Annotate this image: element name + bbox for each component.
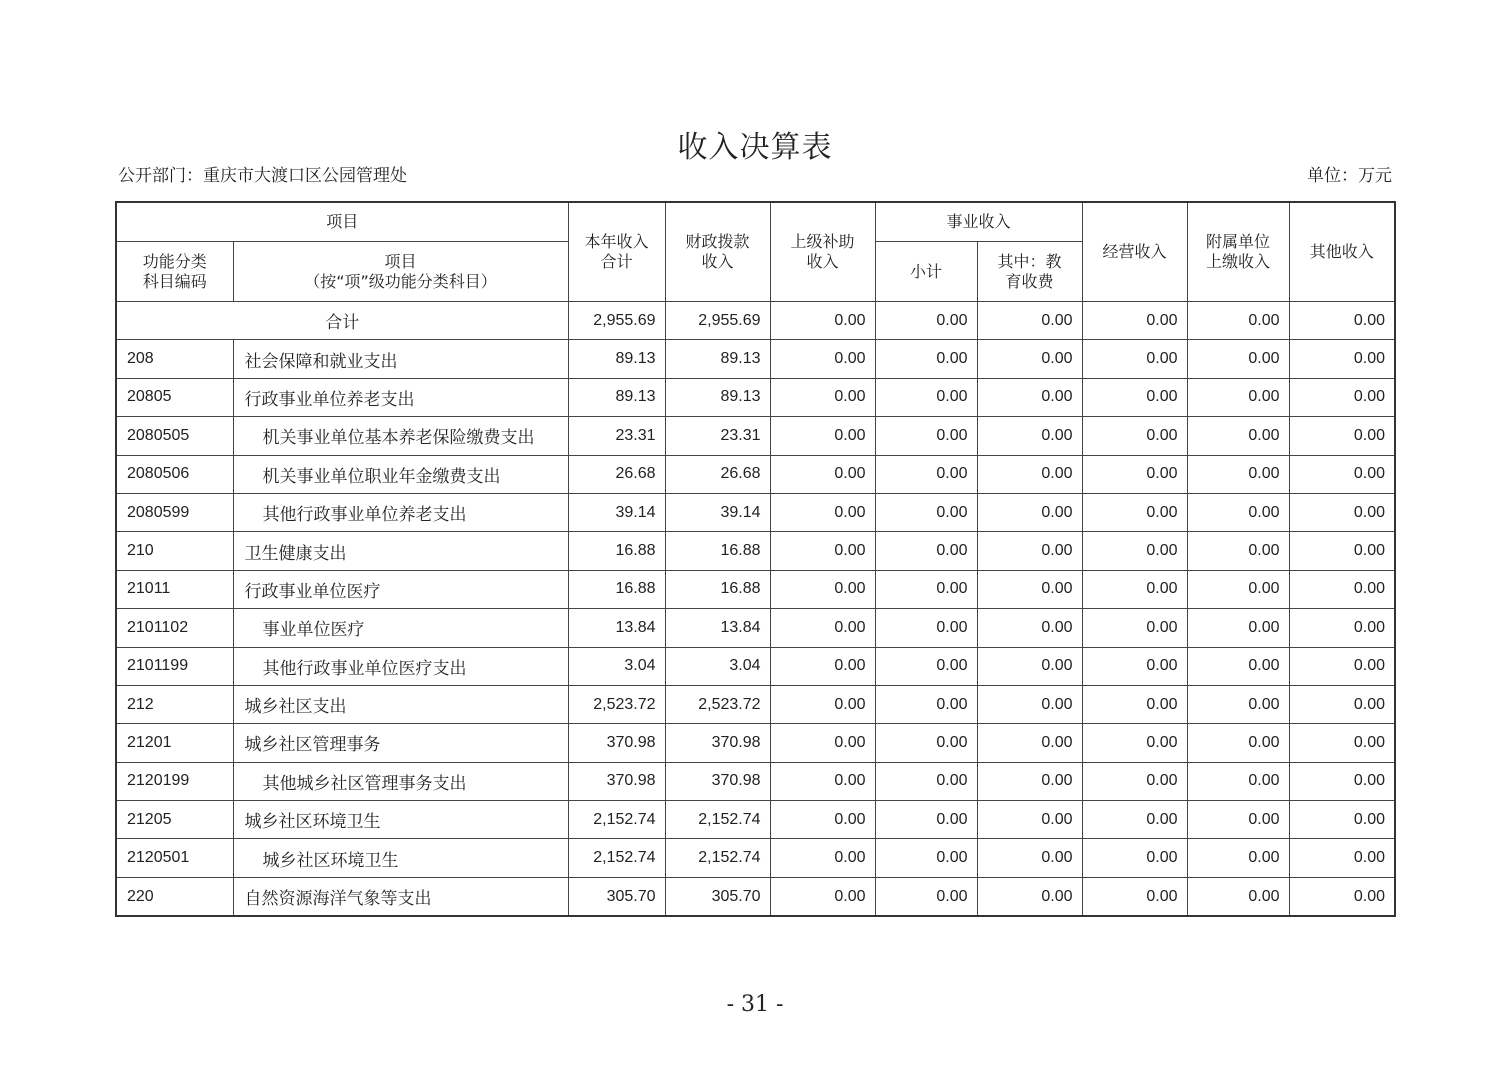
amount-cell: 0.00 — [1082, 532, 1187, 570]
amount-cell: 0.00 — [770, 532, 875, 570]
amount-cell: 0.00 — [875, 340, 977, 378]
amount-cell: 0.00 — [1289, 378, 1395, 416]
amount-cell: 0.00 — [1289, 570, 1395, 608]
table-row — [116, 532, 1395, 570]
unit-label: 单位：万元 — [1307, 166, 1392, 186]
amount-cell: 0.00 — [875, 532, 977, 570]
amount-cell: 0.00 — [1187, 570, 1289, 608]
amount-cell: 0.00 — [977, 570, 1082, 608]
amount-cell: 0.00 — [1289, 877, 1395, 916]
amount-cell: 0.00 — [770, 647, 875, 685]
subject-code-cell: 2101199 — [116, 647, 233, 685]
total-label: 合计 — [116, 302, 568, 340]
amount-cell: 0.00 — [977, 877, 1082, 916]
table-row — [116, 378, 1395, 416]
subject-code-cell: 2120501 — [116, 839, 233, 877]
amount-cell: 370.98 — [665, 724, 770, 762]
header-operating: 经营收入 — [1082, 202, 1187, 302]
amount-cell: 370.98 — [665, 762, 770, 800]
amount-cell: 0.00 — [1082, 417, 1187, 455]
total-row — [116, 302, 1395, 340]
amount-cell: 0.00 — [1289, 493, 1395, 531]
amount-cell: 13.84 — [665, 609, 770, 647]
income-table — [115, 201, 1396, 917]
subject-name-cell: 机关事业单位职业年金缴费支出 — [233, 455, 568, 493]
amount-cell: 0.00 — [977, 839, 1082, 877]
subject-code-cell: 21011 — [116, 570, 233, 608]
amount-cell: 0.00 — [770, 378, 875, 416]
amount-cell: 0.00 — [1082, 724, 1187, 762]
amount-cell: 0.00 — [1289, 455, 1395, 493]
amount-cell: 0.00 — [875, 685, 977, 723]
amount-cell: 2,152.74 — [665, 839, 770, 877]
subject-name-cell: 机关事业单位基本养老保险缴费支出 — [233, 417, 568, 455]
amount-cell: 305.70 — [568, 877, 665, 916]
subject-code-cell: 212 — [116, 685, 233, 723]
amount-cell: 0.00 — [977, 801, 1082, 839]
amount-cell: 0.00 — [1082, 493, 1187, 531]
amount-cell: 0.00 — [1289, 647, 1395, 685]
subject-name-cell: 城乡社区管理事务 — [233, 724, 568, 762]
amount-cell: 0.00 — [1082, 801, 1187, 839]
amount-cell: 0.00 — [770, 724, 875, 762]
amount-cell: 3.04 — [665, 647, 770, 685]
amount-cell: 0.00 — [1289, 762, 1395, 800]
amount-cell: 0.00 — [875, 378, 977, 416]
header-code: 功能分类 科目编码 — [116, 242, 233, 302]
header-business-group: 事业收入 — [875, 202, 1082, 242]
amount-cell: 0.00 — [977, 685, 1082, 723]
table-body — [116, 302, 1395, 917]
amount-cell: 0.00 — [875, 570, 977, 608]
subject-code-cell: 210 — [116, 532, 233, 570]
amount-cell: 0.00 — [977, 417, 1082, 455]
subject-code-cell: 20805 — [116, 378, 233, 416]
subject-code-cell: 2120199 — [116, 762, 233, 800]
amount-cell: 0.00 — [875, 493, 977, 531]
amount-cell: 26.68 — [665, 455, 770, 493]
amount-cell: 0.00 — [875, 724, 977, 762]
amount-cell: 0.00 — [1289, 532, 1395, 570]
total-value: 2,955.69 — [568, 302, 665, 340]
subject-name-cell: 其他行政事业单位养老支出 — [233, 493, 568, 531]
header-other: 其他收入 — [1289, 202, 1395, 302]
subject-code-cell: 2080599 — [116, 493, 233, 531]
amount-cell: 0.00 — [770, 570, 875, 608]
table-row — [116, 570, 1395, 608]
amount-cell: 16.88 — [665, 570, 770, 608]
amount-cell: 0.00 — [977, 532, 1082, 570]
total-value: 2,955.69 — [665, 302, 770, 340]
amount-cell: 0.00 — [1187, 532, 1289, 570]
amount-cell: 0.00 — [977, 762, 1082, 800]
amount-cell: 0.00 — [1082, 570, 1187, 608]
amount-cell: 2,523.72 — [665, 685, 770, 723]
amount-cell: 0.00 — [1187, 839, 1289, 877]
amount-cell: 0.00 — [1187, 493, 1289, 531]
amount-cell: 0.00 — [770, 762, 875, 800]
table-row — [116, 340, 1395, 378]
table-row — [116, 455, 1395, 493]
amount-cell: 0.00 — [770, 801, 875, 839]
subject-name-cell: 行政事业单位医疗 — [233, 570, 568, 608]
amount-cell: 16.88 — [665, 532, 770, 570]
amount-cell: 39.14 — [568, 493, 665, 531]
subject-code-cell: 2101102 — [116, 609, 233, 647]
amount-cell: 0.00 — [770, 685, 875, 723]
amount-cell: 0.00 — [875, 609, 977, 647]
amount-cell: 0.00 — [1187, 762, 1289, 800]
table-row — [116, 493, 1395, 531]
table-row — [116, 877, 1395, 916]
header-item-group: 项目 — [116, 202, 568, 242]
amount-cell: 0.00 — [977, 724, 1082, 762]
amount-cell: 0.00 — [977, 378, 1082, 416]
amount-cell: 0.00 — [1082, 762, 1187, 800]
subject-name-cell: 城乡社区支出 — [233, 685, 568, 723]
amount-cell: 16.88 — [568, 532, 665, 570]
header-superior: 上级补助 收入 — [770, 202, 875, 302]
amount-cell: 16.88 — [568, 570, 665, 608]
amount-cell: 26.68 — [568, 455, 665, 493]
amount-cell: 0.00 — [977, 340, 1082, 378]
subject-code-cell: 2080506 — [116, 455, 233, 493]
amount-cell: 0.00 — [1289, 801, 1395, 839]
total-value: 0.00 — [1082, 302, 1187, 340]
amount-cell: 89.13 — [568, 378, 665, 416]
department-label: 公开部门：重庆市大渡口区公园管理处 — [118, 166, 407, 186]
subject-name-cell: 社会保障和就业支出 — [233, 340, 568, 378]
table-row — [116, 801, 1395, 839]
amount-cell: 0.00 — [1082, 455, 1187, 493]
amount-cell: 0.00 — [875, 762, 977, 800]
amount-cell: 0.00 — [1289, 417, 1395, 455]
amount-cell: 0.00 — [875, 417, 977, 455]
subject-name-cell: 自然资源海洋气象等支出 — [233, 877, 568, 916]
subject-name-cell: 城乡社区环境卫生 — [233, 801, 568, 839]
subject-code-cell: 208 — [116, 340, 233, 378]
subject-name-cell: 行政事业单位养老支出 — [233, 378, 568, 416]
header-name: 项目 （按“项”级功能分类科目） — [233, 242, 568, 302]
amount-cell: 0.00 — [1082, 378, 1187, 416]
amount-cell: 0.00 — [770, 609, 875, 647]
amount-cell: 0.00 — [1289, 340, 1395, 378]
amount-cell: 370.98 — [568, 724, 665, 762]
amount-cell: 0.00 — [875, 455, 977, 493]
amount-cell: 2,523.72 — [568, 685, 665, 723]
amount-cell: 0.00 — [977, 647, 1082, 685]
amount-cell: 0.00 — [875, 801, 977, 839]
amount-cell: 0.00 — [977, 609, 1082, 647]
amount-cell: 0.00 — [1082, 877, 1187, 916]
amount-cell: 0.00 — [875, 647, 977, 685]
amount-cell: 89.13 — [665, 378, 770, 416]
header-total-income: 本年收入 合计 — [568, 202, 665, 302]
amount-cell: 0.00 — [1082, 685, 1187, 723]
amount-cell: 370.98 — [568, 762, 665, 800]
subject-code-cell: 220 — [116, 877, 233, 916]
table-header — [116, 202, 1395, 302]
amount-cell: 0.00 — [1082, 609, 1187, 647]
amount-cell: 0.00 — [770, 340, 875, 378]
header-subtotal: 小计 — [875, 242, 977, 302]
amount-cell: 0.00 — [1187, 378, 1289, 416]
table-row — [116, 839, 1395, 877]
amount-cell: 0.00 — [770, 455, 875, 493]
total-value: 0.00 — [875, 302, 977, 340]
amount-cell: 0.00 — [1082, 340, 1187, 378]
amount-cell: 305.70 — [665, 877, 770, 916]
subject-name-cell: 其他行政事业单位医疗支出 — [233, 647, 568, 685]
header-education: 其中：教 育收费 — [977, 242, 1082, 302]
table-row — [116, 417, 1395, 455]
amount-cell: 0.00 — [875, 877, 977, 916]
amount-cell: 0.00 — [1289, 685, 1395, 723]
amount-cell: 0.00 — [1187, 685, 1289, 723]
amount-cell: 0.00 — [1187, 609, 1289, 647]
amount-cell: 0.00 — [770, 493, 875, 531]
amount-cell: 0.00 — [1082, 839, 1187, 877]
amount-cell: 2,152.74 — [665, 801, 770, 839]
amount-cell: 89.13 — [568, 340, 665, 378]
total-value: 0.00 — [977, 302, 1082, 340]
table-row — [116, 762, 1395, 800]
amount-cell: 0.00 — [1289, 839, 1395, 877]
amount-cell: 0.00 — [1187, 417, 1289, 455]
amount-cell: 0.00 — [1187, 340, 1289, 378]
amount-cell: 2,152.74 — [568, 839, 665, 877]
subject-name-cell: 事业单位医疗 — [233, 609, 568, 647]
header-fiscal: 财政拨款 收入 — [665, 202, 770, 302]
subject-code-cell: 21201 — [116, 724, 233, 762]
amount-cell: 0.00 — [1187, 647, 1289, 685]
header-affiliated: 附属单位 上缴收入 — [1187, 202, 1289, 302]
page-title: 收入决算表 — [677, 130, 833, 165]
amount-cell: 0.00 — [977, 493, 1082, 531]
table-row — [116, 724, 1395, 762]
amount-cell: 0.00 — [977, 455, 1082, 493]
amount-cell: 0.00 — [875, 839, 977, 877]
amount-cell: 0.00 — [1187, 724, 1289, 762]
amount-cell: 89.13 — [665, 340, 770, 378]
subject-name-cell: 城乡社区环境卫生 — [233, 839, 568, 877]
table-row — [116, 685, 1395, 723]
amount-cell: 13.84 — [568, 609, 665, 647]
amount-cell: 2,152.74 — [568, 801, 665, 839]
amount-cell: 0.00 — [1289, 609, 1395, 647]
subject-code-cell: 2080505 — [116, 417, 233, 455]
amount-cell: 39.14 — [665, 493, 770, 531]
subject-name-cell: 其他城乡社区管理事务支出 — [233, 762, 568, 800]
total-value: 0.00 — [770, 302, 875, 340]
amount-cell: 23.31 — [665, 417, 770, 455]
amount-cell: 0.00 — [770, 877, 875, 916]
amount-cell: 0.00 — [1289, 724, 1395, 762]
amount-cell: 3.04 — [568, 647, 665, 685]
subject-code-cell: 21205 — [116, 801, 233, 839]
amount-cell: 0.00 — [770, 417, 875, 455]
amount-cell: 0.00 — [1187, 877, 1289, 916]
amount-cell: 0.00 — [1187, 801, 1289, 839]
amount-cell: 0.00 — [1187, 455, 1289, 493]
amount-cell: 0.00 — [770, 839, 875, 877]
table-row — [116, 647, 1395, 685]
amount-cell: 0.00 — [1082, 647, 1187, 685]
total-value: 0.00 — [1187, 302, 1289, 340]
total-value: 0.00 — [1289, 302, 1395, 340]
amount-cell: 23.31 — [568, 417, 665, 455]
page-number: - 31 - — [726, 992, 784, 1017]
subject-name-cell: 卫生健康支出 — [233, 532, 568, 570]
table-row — [116, 609, 1395, 647]
